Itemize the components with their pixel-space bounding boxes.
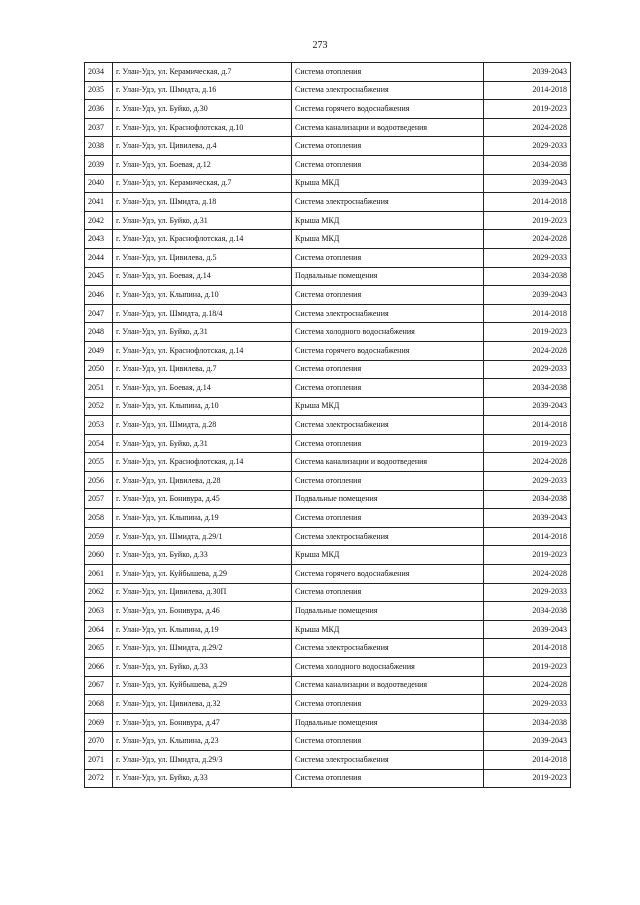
row-period: 2014-2018 <box>484 81 571 100</box>
row-number: 2060 <box>85 546 113 565</box>
row-address: г. Улан-Удэ, ул. Куйбышева, д.29 <box>113 676 292 695</box>
row-period: 2039-2043 <box>484 397 571 416</box>
row-system: Крыша МКД <box>292 397 484 416</box>
row-number: 2072 <box>85 769 113 788</box>
table-row <box>85 230 571 249</box>
row-system: Система канализации и водоотведения <box>292 453 484 472</box>
row-period: 2014-2018 <box>484 527 571 546</box>
row-system: Система электроснабжения <box>292 416 484 435</box>
row-system: Система отопления <box>292 286 484 305</box>
registry-table <box>84 62 571 788</box>
row-system: Система горячего водоснабжения <box>292 100 484 119</box>
row-system: Система отопления <box>292 434 484 453</box>
row-system: Крыша МКД <box>292 620 484 639</box>
row-address: г. Улан-Удэ, ул. Краснофлотская, д.14 <box>113 341 292 360</box>
table-row <box>85 155 571 174</box>
row-system: Система канализации и водоотведения <box>292 118 484 137</box>
row-system: Подвальные помещения <box>292 490 484 509</box>
row-number: 2034 <box>85 63 113 82</box>
row-address: г. Улан-Удэ, ул. Шмидта, д.29/3 <box>113 750 292 769</box>
table-row <box>85 658 571 677</box>
row-number: 2061 <box>85 565 113 584</box>
row-address: г. Улан-Удэ, ул. Цивилева, д.4 <box>113 137 292 156</box>
row-system: Система отопления <box>292 360 484 379</box>
row-number: 2056 <box>85 472 113 491</box>
row-period: 2019-2023 <box>484 434 571 453</box>
row-number: 2055 <box>85 453 113 472</box>
row-system: Система электроснабжения <box>292 527 484 546</box>
table-row <box>85 118 571 137</box>
row-system: Система электроснабжения <box>292 81 484 100</box>
table-row <box>85 193 571 212</box>
row-system: Крыша МКД <box>292 546 484 565</box>
row-system: Крыша МКД <box>292 174 484 193</box>
row-address: г. Улан-Удэ, ул. Цивилева, д.32 <box>113 695 292 714</box>
row-period: 2039-2043 <box>484 174 571 193</box>
row-system: Система холодного водоснабжения <box>292 658 484 677</box>
row-system: Система электроснабжения <box>292 304 484 323</box>
row-number: 2054 <box>85 434 113 453</box>
table-row <box>85 732 571 751</box>
row-period: 2029-2033 <box>484 248 571 267</box>
row-number: 2043 <box>85 230 113 249</box>
table-row <box>85 379 571 398</box>
row-system: Система канализации и водоотведения <box>292 676 484 695</box>
table-row <box>85 695 571 714</box>
row-period: 2019-2023 <box>484 769 571 788</box>
row-period: 2039-2043 <box>484 286 571 305</box>
row-number: 2071 <box>85 750 113 769</box>
row-number: 2038 <box>85 137 113 156</box>
row-period: 2039-2043 <box>484 732 571 751</box>
row-number: 2044 <box>85 248 113 267</box>
row-number: 2069 <box>85 713 113 732</box>
row-address: г. Улан-Удэ, ул. Краснофлотская, д.10 <box>113 118 292 137</box>
row-period: 2024-2028 <box>484 453 571 472</box>
row-address: г. Улан-Удэ, ул. Буйко, д.33 <box>113 546 292 565</box>
row-system: Система холодного водоснабжения <box>292 323 484 342</box>
row-period: 2014-2018 <box>484 304 571 323</box>
row-period: 2019-2023 <box>484 100 571 119</box>
row-address: г. Улан-Удэ, ул. Шмидта, д.18/4 <box>113 304 292 323</box>
row-number: 2053 <box>85 416 113 435</box>
row-period: 2034-2038 <box>484 602 571 621</box>
row-address: г. Улан-Удэ, ул. Буйко, д.30 <box>113 100 292 119</box>
row-number: 2046 <box>85 286 113 305</box>
row-system: Система отопления <box>292 63 484 82</box>
row-number: 2066 <box>85 658 113 677</box>
row-address: г. Улан-Удэ, ул. Буйко, д.33 <box>113 769 292 788</box>
table-row <box>85 81 571 100</box>
row-period: 2034-2038 <box>484 713 571 732</box>
row-system: Система отопления <box>292 695 484 714</box>
table-row <box>85 546 571 565</box>
row-system: Система отопления <box>292 472 484 491</box>
row-period: 2019-2023 <box>484 323 571 342</box>
row-number: 2040 <box>85 174 113 193</box>
table-row <box>85 750 571 769</box>
row-system: Система отопления <box>292 509 484 528</box>
row-system: Система горячего водоснабжения <box>292 565 484 584</box>
row-number: 2052 <box>85 397 113 416</box>
row-period: 2019-2023 <box>484 658 571 677</box>
row-address: г. Улан-Удэ, ул. Шмидта, д.29/2 <box>113 639 292 658</box>
page-number: 273 <box>312 40 328 51</box>
row-address: г. Улан-Удэ, ул. Клыпина, д.10 <box>113 397 292 416</box>
row-period: 2029-2033 <box>484 137 571 156</box>
table-row <box>85 509 571 528</box>
table-row <box>85 304 571 323</box>
row-number: 2062 <box>85 583 113 602</box>
table-body <box>85 63 571 788</box>
row-number: 2045 <box>85 267 113 286</box>
row-period: 2029-2033 <box>484 360 571 379</box>
row-system: Крыша МКД <box>292 211 484 230</box>
table-row <box>85 174 571 193</box>
row-address: г. Улан-Удэ, ул. Клыпина, д.23 <box>113 732 292 751</box>
table-row <box>85 620 571 639</box>
row-address: г. Улан-Удэ, ул. Буйко, д.33 <box>113 658 292 677</box>
row-period: 2034-2038 <box>484 155 571 174</box>
row-address: г. Улан-Удэ, ул. Клыпина, д.19 <box>113 509 292 528</box>
row-system: Система отопления <box>292 379 484 398</box>
row-system: Система отопления <box>292 137 484 156</box>
row-address: г. Улан-Удэ, ул. Бонивура, д.46 <box>113 602 292 621</box>
row-system: Система электроснабжения <box>292 639 484 658</box>
table-row <box>85 100 571 119</box>
row-address: г. Улан-Удэ, ул. Шмидта, д.28 <box>113 416 292 435</box>
row-number: 2036 <box>85 100 113 119</box>
row-number: 2064 <box>85 620 113 639</box>
table-row <box>85 397 571 416</box>
row-address: г. Улан-Удэ, ул. Шмидта, д.18 <box>113 193 292 212</box>
row-number: 2068 <box>85 695 113 714</box>
table-row <box>85 416 571 435</box>
row-period: 2019-2023 <box>484 211 571 230</box>
row-period: 2014-2018 <box>484 639 571 658</box>
row-address: г. Улан-Удэ, ул. Буйко, д.31 <box>113 434 292 453</box>
table-row <box>85 434 571 453</box>
row-address: г. Улан-Удэ, ул. Шмидта, д.16 <box>113 81 292 100</box>
row-number: 2057 <box>85 490 113 509</box>
table-row <box>85 63 571 82</box>
row-address: г. Улан-Удэ, ул. Шмидта, д.29/1 <box>113 527 292 546</box>
row-period: 2039-2043 <box>484 509 571 528</box>
row-period: 2029-2033 <box>484 583 571 602</box>
row-period: 2014-2018 <box>484 193 571 212</box>
row-address: г. Улан-Удэ, ул. Керамическая, д.7 <box>113 63 292 82</box>
row-period: 2014-2018 <box>484 416 571 435</box>
table-row <box>85 360 571 379</box>
table-row <box>85 676 571 695</box>
table-row <box>85 286 571 305</box>
row-period: 2024-2028 <box>484 676 571 695</box>
row-number: 2059 <box>85 527 113 546</box>
row-period: 2019-2023 <box>484 546 571 565</box>
row-address: г. Улан-Удэ, ул. Куйбышева, д.29 <box>113 565 292 584</box>
table-row <box>85 472 571 491</box>
row-system: Система электроснабжения <box>292 750 484 769</box>
row-number: 2041 <box>85 193 113 212</box>
row-system: Система отопления <box>292 732 484 751</box>
row-address: г. Улан-Удэ, ул. Боевая, д.14 <box>113 379 292 398</box>
row-address: г. Улан-Удэ, ул. Буйко, д.31 <box>113 211 292 230</box>
row-address: г. Улан-Удэ, ул. Бонивура, д.47 <box>113 713 292 732</box>
row-period: 2024-2028 <box>484 565 571 584</box>
row-period: 2034-2038 <box>484 267 571 286</box>
row-number: 2050 <box>85 360 113 379</box>
table-row <box>85 565 571 584</box>
row-number: 2035 <box>85 81 113 100</box>
table-row <box>85 211 571 230</box>
row-address: г. Улан-Удэ, ул. Бонивура, д.45 <box>113 490 292 509</box>
table-row <box>85 341 571 360</box>
row-number: 2063 <box>85 602 113 621</box>
row-address: г. Улан-Удэ, ул. Керамическая, д.7 <box>113 174 292 193</box>
row-address: г. Улан-Удэ, ул. Клыпина, д.19 <box>113 620 292 639</box>
row-system: Система отопления <box>292 583 484 602</box>
row-number: 2047 <box>85 304 113 323</box>
row-number: 2051 <box>85 379 113 398</box>
row-system: Крыша МКД <box>292 230 484 249</box>
table-row <box>85 490 571 509</box>
table-row <box>85 713 571 732</box>
table-row <box>85 248 571 267</box>
row-address: г. Улан-Удэ, ул. Боевая, д.12 <box>113 155 292 174</box>
row-address: г. Улан-Удэ, ул. Краснофлотская, д.14 <box>113 230 292 249</box>
row-period: 2024-2028 <box>484 230 571 249</box>
table-row <box>85 267 571 286</box>
row-address: г. Улан-Удэ, ул. Боевая, д.14 <box>113 267 292 286</box>
table-row <box>85 137 571 156</box>
row-period: 2029-2033 <box>484 695 571 714</box>
row-period: 2034-2038 <box>484 490 571 509</box>
row-system: Система отопления <box>292 248 484 267</box>
row-number: 2039 <box>85 155 113 174</box>
row-period: 2024-2028 <box>484 341 571 360</box>
row-system: Система горячего водоснабжения <box>292 341 484 360</box>
table-row <box>85 602 571 621</box>
table-row <box>85 639 571 658</box>
row-number: 2048 <box>85 323 113 342</box>
row-system: Подвальные помещения <box>292 602 484 621</box>
table-row <box>85 323 571 342</box>
row-number: 2037 <box>85 118 113 137</box>
table-row <box>85 583 571 602</box>
row-period: 2014-2018 <box>484 750 571 769</box>
table-row <box>85 453 571 472</box>
row-number: 2042 <box>85 211 113 230</box>
row-number: 2065 <box>85 639 113 658</box>
row-system: Система электроснабжения <box>292 193 484 212</box>
row-address: г. Улан-Удэ, ул. Цивилева, д.5 <box>113 248 292 267</box>
table-row <box>85 527 571 546</box>
row-address: г. Улан-Удэ, ул. Краснофлотская, д.14 <box>113 453 292 472</box>
row-address: г. Улан-Удэ, ул. Цивилева, д.7 <box>113 360 292 379</box>
row-number: 2058 <box>85 509 113 528</box>
row-address: г. Улан-Удэ, ул. Клыпина, д.10 <box>113 286 292 305</box>
row-period: 2029-2033 <box>484 472 571 491</box>
row-system: Система отопления <box>292 155 484 174</box>
row-address: г. Улан-Удэ, ул. Цивилева, д.30П <box>113 583 292 602</box>
row-address: г. Улан-Удэ, ул. Цивилева, д.28 <box>113 472 292 491</box>
row-address: г. Улан-Удэ, ул. Буйко, д.31 <box>113 323 292 342</box>
row-period: 2034-2038 <box>484 379 571 398</box>
row-number: 2067 <box>85 676 113 695</box>
row-period: 2039-2043 <box>484 620 571 639</box>
row-number: 2049 <box>85 341 113 360</box>
row-number: 2070 <box>85 732 113 751</box>
row-system: Подвальные помещения <box>292 267 484 286</box>
row-system: Система отопления <box>292 769 484 788</box>
row-period: 2024-2028 <box>484 118 571 137</box>
row-period: 2039-2043 <box>484 63 571 82</box>
table-row <box>85 769 571 788</box>
row-system: Подвальные помещения <box>292 713 484 732</box>
